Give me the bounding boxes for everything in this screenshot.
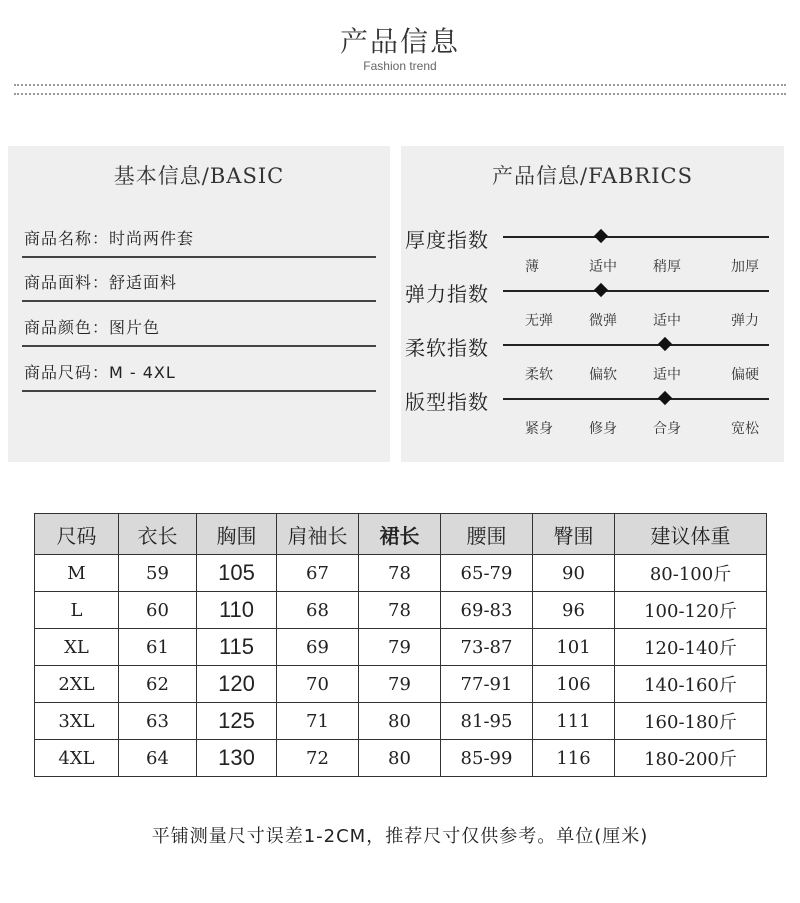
basic-info-panel (8, 146, 390, 462)
measurement-note: 平铺测量尺寸误差1-2CM，推荐尺寸仅供参考。单位(厘米) (151, 826, 649, 847)
cell-chest: 105 (197, 555, 277, 592)
header-hip: 臀围 (533, 514, 615, 555)
cell-length: 62 (119, 666, 197, 703)
basic-row-size (22, 360, 376, 392)
basic-row-name (22, 226, 376, 258)
table-row (35, 740, 767, 777)
cell-waist: 73-87 (441, 629, 533, 666)
fabric-index-option-2: 适中 (589, 259, 617, 275)
cell-chest: 110 (197, 592, 277, 629)
divider-bottom (14, 93, 786, 95)
cell-shoulder-sleeve: 68 (277, 592, 359, 629)
cell-hip: 111 (533, 703, 615, 740)
cell-skirt-length: 80 (359, 703, 441, 740)
cell-size: 3XL (35, 703, 119, 740)
cell-chest: 125 (197, 703, 277, 740)
cell-length: 63 (119, 703, 197, 740)
table-row (35, 629, 767, 666)
fabric-index-option-1: 柔软 (525, 367, 553, 383)
cell-skirt-length: 79 (359, 666, 441, 703)
cell-skirt-length: 80 (359, 740, 441, 777)
table-row (35, 703, 767, 740)
fabric-index-option-3: 合身 (653, 421, 681, 437)
cell-chest: 120 (197, 666, 277, 703)
cell-shoulder-sleeve: 70 (277, 666, 359, 703)
cell-weight: 120-140斤 (615, 629, 767, 666)
fabric-index-marker (658, 391, 672, 405)
cell-weight: 160-180斤 (615, 703, 767, 740)
table-header-row (35, 514, 767, 555)
row-underline (22, 345, 376, 347)
fabric-index-option-3: 适中 (653, 313, 681, 329)
fabric-index-option-1: 薄 (525, 259, 539, 275)
cell-hip: 101 (533, 629, 615, 666)
cell-shoulder-sleeve: 69 (277, 629, 359, 666)
fabric-index-scale (503, 236, 769, 238)
cell-size: L (35, 592, 119, 629)
fabric-index-option-3: 适中 (653, 367, 681, 383)
product-size: 商品尺码：M - 4XL (24, 363, 176, 382)
cell-waist: 81-95 (441, 703, 533, 740)
cell-hip: 116 (533, 740, 615, 777)
fabric-index-scale (503, 344, 769, 346)
header-length: 衣长 (119, 514, 197, 555)
fabric-index-label: 弹力指数 (405, 282, 489, 306)
cell-hip: 106 (533, 666, 615, 703)
fabric-index-option-3: 稍厚 (653, 259, 681, 275)
table-row (35, 592, 767, 629)
header-weight: 建议体重 (615, 514, 767, 555)
cell-length: 60 (119, 592, 197, 629)
cell-waist: 69-83 (441, 592, 533, 629)
row-underline (22, 256, 376, 258)
basic-row-color (22, 315, 376, 347)
header-waist: 腰围 (441, 514, 533, 555)
fabric-index-option-2: 修身 (589, 421, 617, 437)
fabrics-title: 产品信息/FABRICS (492, 164, 693, 188)
table-row (35, 666, 767, 703)
fabric-index-label: 柔软指数 (405, 336, 489, 360)
fabric-index-scale (503, 398, 769, 400)
cell-weight: 140-160斤 (615, 666, 767, 703)
cell-length: 61 (119, 629, 197, 666)
fabric-index-marker (594, 229, 608, 243)
cell-shoulder-sleeve: 67 (277, 555, 359, 592)
cell-skirt-length: 78 (359, 555, 441, 592)
cell-weight: 100-120斤 (615, 592, 767, 629)
product-color: 商品颜色：图片色 (24, 318, 161, 337)
header-shoulder-sleeve: 肩袖长 (277, 514, 359, 555)
cell-length: 59 (119, 555, 197, 592)
cell-waist: 85-99 (441, 740, 533, 777)
page-subtitle: Fashion trend (363, 59, 437, 73)
cell-waist: 65-79 (441, 555, 533, 592)
row-underline (22, 300, 376, 302)
header-skirt-length: 裙长 (359, 514, 441, 555)
page-title: 产品信息 (339, 25, 460, 58)
fabric-index-scale (503, 290, 769, 292)
fabric-index-label: 厚度指数 (405, 228, 489, 252)
table-row (35, 555, 767, 592)
cell-shoulder-sleeve: 71 (277, 703, 359, 740)
fabric-index-option-4: 加厚 (731, 259, 759, 275)
header-size: 尺码 (35, 514, 119, 555)
basic-row-fabric (22, 270, 376, 302)
fabric-index-option-1: 无弹 (525, 313, 553, 329)
fabric-index-option-4: 宽松 (731, 421, 759, 437)
fabric-index-option-4: 弹力 (731, 313, 759, 329)
cell-chest: 130 (197, 740, 277, 777)
fabric-index-option-2: 微弹 (589, 313, 617, 329)
cell-waist: 77-91 (441, 666, 533, 703)
fabric-index-marker (658, 337, 672, 351)
divider-top (14, 84, 786, 86)
product-name: 商品名称：时尚两件套 (24, 229, 195, 248)
cell-weight: 180-200斤 (615, 740, 767, 777)
fabric-index-option-2: 偏软 (589, 367, 617, 383)
basic-info-title: 基本信息/BASIC (113, 164, 285, 188)
fabric-index-label: 版型指数 (405, 390, 489, 414)
fabrics-panel (401, 146, 784, 462)
cell-size: XL (35, 629, 119, 666)
cell-weight: 80-100斤 (615, 555, 767, 592)
cell-shoulder-sleeve: 72 (277, 740, 359, 777)
cell-hip: 90 (533, 555, 615, 592)
fabric-index-marker (594, 283, 608, 297)
cell-skirt-length: 79 (359, 629, 441, 666)
cell-size: 2XL (35, 666, 119, 703)
row-underline (22, 390, 376, 392)
cell-chest: 115 (197, 629, 277, 666)
cell-size: 4XL (35, 740, 119, 777)
cell-skirt-length: 78 (359, 592, 441, 629)
fabric-index-option-1: 紧身 (525, 421, 553, 437)
cell-length: 64 (119, 740, 197, 777)
cell-size: M (35, 555, 119, 592)
fabric-index-option-4: 偏硬 (731, 367, 759, 383)
product-fabric: 商品面料：舒适面料 (24, 273, 178, 292)
header-chest: 胸围 (197, 514, 277, 555)
size-table (34, 513, 767, 777)
cell-hip: 96 (533, 592, 615, 629)
